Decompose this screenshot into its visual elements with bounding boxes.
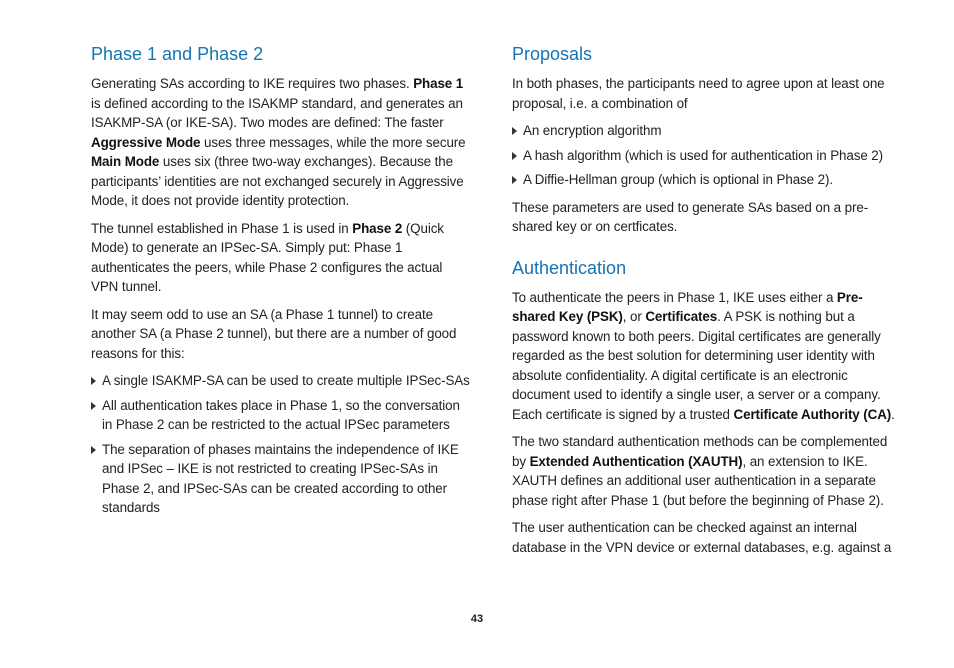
bold-term: Pre-shared Key (PSK) bbox=[512, 289, 863, 324]
text-run: . bbox=[891, 406, 895, 422]
paragraph-auth-methods bbox=[512, 288, 897, 425]
bold-term: Main Mode bbox=[91, 154, 160, 169]
section-heading-proposals: Proposals bbox=[512, 44, 593, 64]
list-item bbox=[512, 146, 897, 166]
section-heading-authentication: Authentication bbox=[512, 257, 627, 278]
paragraph-proposals-intro bbox=[512, 74, 897, 113]
proposals-list bbox=[512, 121, 897, 190]
triangle-bullet-icon bbox=[512, 176, 517, 184]
triangle-bullet-icon bbox=[91, 402, 96, 410]
list-item-text: A Diffie-Hellman group (which is optional in Phase 2). bbox=[523, 172, 833, 187]
list-item bbox=[91, 396, 471, 435]
text-run: is defined according to the ISAKMP standard, and generates an ISAKMP-SA (or IKE-SA). Two modes are defined: The faster bbox=[91, 95, 463, 130]
text-run: uses six (three two-way exchanges). Because the participants’ identities are not exchanged securely in Aggressive Mode, it does not provide identity protection. bbox=[91, 154, 464, 208]
bold-term: Phase 1 bbox=[413, 76, 464, 91]
triangle-bullet-icon bbox=[91, 446, 96, 454]
page-number: 43 bbox=[470, 613, 484, 625]
triangle-bullet-icon bbox=[512, 152, 517, 160]
text-run: . A PSK is nothing but a password known to both peers. Digital certificates are generally regarded as the best solution for determining user identity with absolute confidentiality. A digital certificate is an electronic document used to identify a single user, a server or a company. Each certificate is signed by a trusted bbox=[512, 309, 881, 422]
text-run: It may seem odd to use an SA (a Phase 1 tunnel) to create another SA (a Phase 2 tunnel), but there are a number of good reasons for this: bbox=[91, 306, 457, 361]
text-run: The two standard authentication methods can be complemented by bbox=[512, 434, 888, 469]
list-item-text: The separation of phases maintains the independence of IKE and IPSec – IKE is not restricted to creating IPSec-SAs in Phase 2, and IPSec-SAs can be created according to other standards bbox=[102, 441, 459, 515]
paragraph-proposals-outro bbox=[512, 198, 897, 237]
bold-term: Certificate Authority (CA) bbox=[733, 406, 892, 422]
bold-term: Certificates bbox=[645, 309, 718, 324]
text-run: In both phases, the participants need to agree upon at least one proposal, i.e. a combination of bbox=[512, 76, 885, 111]
text-run: These parameters are used to generate SAs based on a pre-shared key or on certficates. bbox=[512, 199, 869, 234]
paragraph-xauth bbox=[512, 432, 897, 510]
text-run: The tunnel established in Phase 1 is used in bbox=[91, 220, 353, 236]
list-item-text: A hash algorithm (which is used for authentication in Phase 2) bbox=[523, 147, 884, 163]
text-run: uses three messages, while the more secure bbox=[200, 134, 466, 150]
list-item bbox=[91, 440, 471, 518]
list-item-text: An encryption algorithm bbox=[523, 123, 662, 138]
reasons-list bbox=[91, 371, 471, 518]
text-run: Generating SAs according to IKE requires two phases. bbox=[91, 76, 414, 91]
list-item-text: All authentication takes place in Phase 1, so the conversation in Phase 2 can be restricted to the actual IPSec parameters bbox=[102, 397, 460, 432]
text-run: To authenticate the peers in Phase 1, IKE uses either a bbox=[512, 289, 837, 305]
bold-term: Phase 2 bbox=[352, 220, 403, 236]
text-run: , or bbox=[622, 309, 646, 324]
triangle-bullet-icon bbox=[91, 377, 96, 385]
paragraph-auth-database bbox=[512, 518, 897, 557]
list-item-text: A single ISAKMP-SA can be used to create multiple IPSec-SAs bbox=[102, 373, 470, 388]
text-run: (Quick Mode) to generate an IPSec-SA. Simply put: Phase 1 authenticates the peers, while Phase 2 configures the actual VPN tunnel. bbox=[91, 220, 444, 294]
list-item bbox=[512, 121, 897, 141]
triangle-bullet-icon bbox=[512, 127, 517, 135]
text-run: , an extension to IKE. XAUTH defines an additional user authentication in a separate phase right after Phase 1 (but before the beginning of Phase 2). bbox=[512, 453, 884, 508]
bold-term: Aggressive Mode bbox=[91, 134, 201, 150]
paragraph-phases-intro bbox=[91, 74, 471, 211]
list-item bbox=[91, 371, 471, 391]
text-run: The user authentication can be checked against an internal database in the VPN device or external databases, e.g. against a bbox=[512, 520, 892, 555]
paragraph-reasons-intro bbox=[91, 305, 471, 364]
bold-term: Extended Authentication (XAUTH) bbox=[529, 453, 743, 469]
paragraph-phase2-tunnel bbox=[91, 219, 471, 297]
left-column bbox=[91, 43, 471, 526]
section-heading-phases: Phase 1 and Phase 2 bbox=[91, 44, 264, 64]
right-column bbox=[512, 43, 897, 565]
list-item bbox=[512, 170, 897, 190]
